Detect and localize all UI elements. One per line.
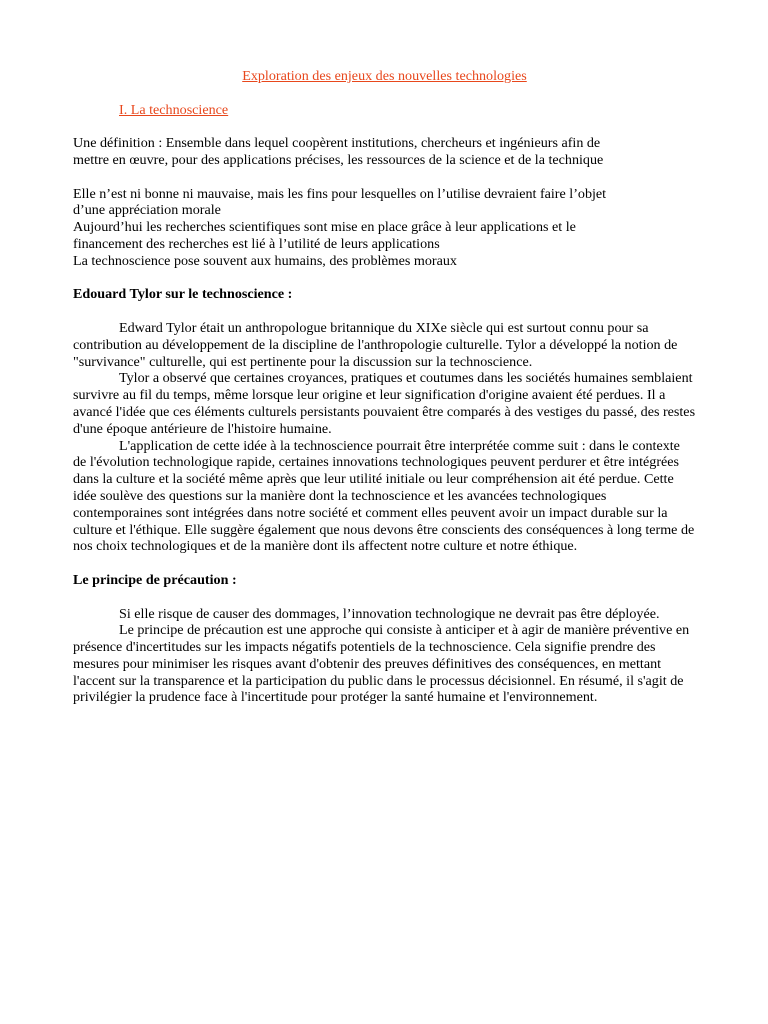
tylor-paragraph: Tylor a observé que certaines croyances, pratiques et coutumes dans les sociétés humaines semblaient survivre au fil du temps, même lorsque leur origine et leur signification d'origine avaient été perdues. Il a avancé l'idée que ces éléments culturels persistants pouvaient être comparés à des vestiges du passé, des restes d'une époque antérieure de l'histoire humaine. — [73, 370, 696, 437]
precaution-paragraph: Si elle risque de causer des dommages, l’innovation technologique ne devrait pas être déployée. — [119, 605, 660, 622]
statements-block — [73, 186, 696, 270]
statement-line: financement des recherches est lié à l’utilité de leurs applications — [73, 235, 440, 252]
statement-line: La technoscience pose souvent aux humains, des problèmes moraux — [73, 252, 457, 269]
blank-line — [73, 270, 696, 287]
blank-line — [73, 555, 696, 572]
statement-line: d’une appréciation morale — [73, 202, 221, 219]
definition-line: Une définition : Ensemble dans lequel coopèrent institutions, chercheurs et ingénieurs afin de — [73, 135, 601, 152]
definition-block — [73, 135, 696, 169]
statement-line: Aujourd’hui les recherches scientifiques sont mise en place grâce à leur applications et le — [73, 219, 576, 236]
tylor-paragraph: L'application de cette idée à la technoscience pourrait être interprétée comme suit : dans le contexte de l'évolution technologique rapide, certaines innovations technologiques peuvent perdurer et être intégrées dans la culture et la société même après que leur utilité initiale ou leur compréhension ait été perdue. Cette idée soulève des questions sur la manière dont la technoscience et les avancées technologiques contemporaines sont intégrées dans notre société et comment elles peuvent avoir un impact durable sur la culture et l'éthique. Elle suggère également que nous devons être conscients des conséquences à long terme de nos choix technologiques et de la manière dont ils affectent notre culture et notre éthique. — [73, 437, 695, 555]
document-title — [73, 66, 696, 85]
document-title-text[interactable]: Exploration des enjeux des nouvelles technologies — [242, 68, 527, 84]
blank-line — [73, 589, 696, 606]
definition-line: mettre en œuvre, pour des applications précises, les ressources de la science et de la technique — [73, 151, 604, 168]
section-heading-technoscience — [73, 102, 696, 119]
section-heading-technoscience-text[interactable]: I. La technoscience — [119, 101, 229, 118]
blank-line — [73, 303, 696, 320]
precaution-paragraph: Le principe de précaution est une approche qui consiste à anticiper et à agir de manière préventive en présence d'incertitudes sur les impacts négatifs potentiels de la technoscience. Cela signifie prendre des mesures pour minimiser les risques avant d'obtenir des preuves définitives des conséquences, en mettant l'accent sur la transparence et la participation du public dans le processus décisionnel. En résumé, il s'agit de privilégier la prudence face à l'incertitude pour protéger la santé humaine et l'environnement. — [73, 622, 690, 706]
precaution-heading: Le principe de précaution : — [73, 571, 237, 588]
tylor-heading: Edouard Tylor sur le technoscience : — [73, 286, 293, 303]
blank-line — [73, 169, 696, 186]
statement-line: Elle n’est ni bonne ni mauvaise, mais les fins pour lesquelles on l’utilise devraient faire l’objet — [73, 185, 607, 202]
tylor-paragraph: Edward Tylor était un anthropologue britannique du XIXe siècle qui est surtout connu pour sa contribution au développement de la discipline de l'anthropologie culturelle. Tylor a développé la notion de "survivance" culturelle, qui est pertinente pour la discussion sur la technoscience. — [73, 319, 678, 370]
